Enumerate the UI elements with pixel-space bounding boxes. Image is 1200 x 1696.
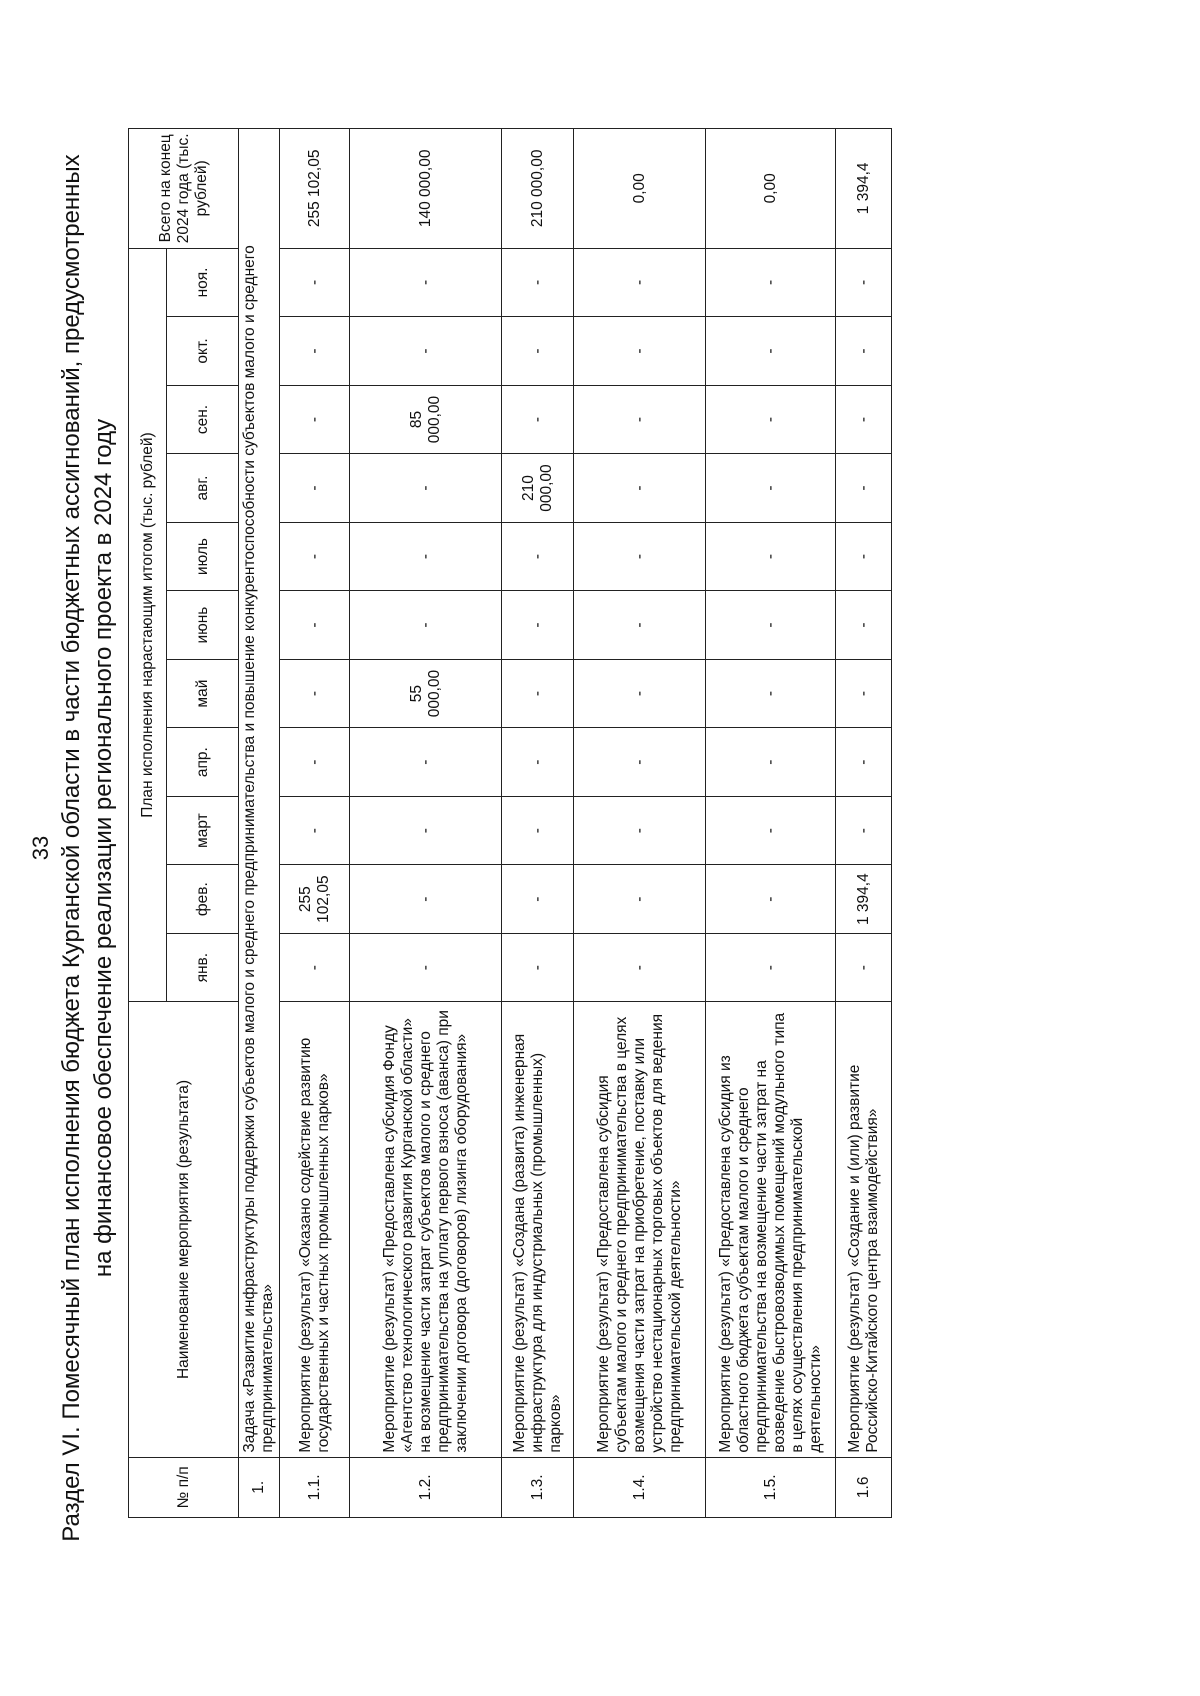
month-value: - [706, 522, 836, 591]
header-month: май [167, 659, 239, 728]
month-value: 255 102,05 [280, 865, 350, 934]
month-value: - [502, 933, 574, 1002]
month-value: - [350, 796, 502, 865]
month-value: - [280, 933, 350, 1002]
month-value: - [350, 933, 502, 1002]
table-row [350, 129, 502, 1518]
month-value: - [280, 317, 350, 386]
task-text: Задача «Развитие инфраструктуры поддержки субъектов малого и среднего предпринимательства и повышение конкурентоспособности субъектов малого и среднего предпринимательства» [239, 129, 280, 1458]
row-num: 1.4. [574, 1457, 706, 1517]
month-value: - [574, 933, 706, 1002]
month-value: - [280, 385, 350, 454]
month-value: - [350, 317, 502, 386]
month-value: - [574, 385, 706, 454]
row-name: Мероприятие (результат) «Создание и (или) развитие Российско-Китайского центра взаимодействия» [836, 1002, 892, 1457]
table-row [836, 129, 892, 1518]
month-value: - [350, 728, 502, 797]
month-value: - [502, 522, 574, 591]
header-month: фев. [167, 865, 239, 934]
month-value: - [350, 522, 502, 591]
header-month: янв. [167, 933, 239, 1002]
month-value: - [836, 522, 892, 591]
month-value: - [836, 454, 892, 523]
month-value: - [706, 385, 836, 454]
row-total: 0,00 [706, 129, 836, 249]
row-name: Мероприятие (результат) «Оказано содействие развитию государственных и частных промышленных парков» [280, 1002, 350, 1457]
month-value: 55 000,00 [350, 659, 502, 728]
month-value: - [502, 248, 574, 317]
month-value: 1 394,4 [836, 865, 892, 934]
month-value: - [706, 248, 836, 317]
month-value: - [836, 591, 892, 660]
row-num: 1.5. [706, 1457, 836, 1517]
task-row [239, 129, 280, 1518]
row-num: 1.3. [502, 1457, 574, 1517]
table-row [706, 129, 836, 1518]
row-total: 0,00 [574, 129, 706, 249]
month-value: - [836, 248, 892, 317]
header-month: сен. [167, 385, 239, 454]
month-value: - [350, 248, 502, 317]
month-value: - [502, 659, 574, 728]
row-name: Мероприятие (результат) «Предоставлена субсидия Фонду «Агентство технологического развития Курганской области» на возмещение части затрат субъектов малого и среднего предпринимательства на уплату первого взноса (аванса) при заключении договора (договоров) лизинга оборудования» [350, 1002, 502, 1457]
month-value: - [502, 796, 574, 865]
title-line-1: Раздел VI. Помесячный план исполнения бюджета Курганской области в части бюджетных ассигнований, предусмотренных [58, 154, 85, 1542]
header-month: окт. [167, 317, 239, 386]
row-name: Мероприятие (результат) «Предоставлена субсидия из областного бюджета субъектам малого и среднего предпринимательства на возмещение части затрат на возведение быстровозводимых помещений модульного типа в целях осуществления предпринимательской деятельности» [706, 1002, 836, 1457]
month-value: - [280, 591, 350, 660]
row-num: 1.6 [836, 1457, 892, 1517]
month-value: 85 000,00 [350, 385, 502, 454]
month-value: - [706, 796, 836, 865]
title-line-2: на финансовое обеспечение реализации регионального проекта в 2024 году [90, 418, 117, 1278]
month-value: - [706, 933, 836, 1002]
row-total: 255 102,05 [280, 129, 350, 249]
table-row [574, 129, 706, 1518]
table-body [239, 129, 892, 1518]
header-month: июнь [167, 591, 239, 660]
row-name: Мероприятие (результат) «Создана (развита) инженерная инфраструктура для индустриальных (промышленных) парков» [502, 1002, 574, 1457]
task-num: 1. [239, 1457, 280, 1517]
table-row [502, 129, 574, 1518]
month-value: - [574, 796, 706, 865]
header-num: № п/п [129, 1457, 239, 1517]
header-month: ноя. [167, 248, 239, 317]
page-title [56, 100, 120, 1596]
month-value: - [574, 454, 706, 523]
month-value: - [574, 865, 706, 934]
month-value: - [350, 591, 502, 660]
month-value: - [706, 317, 836, 386]
month-value: - [836, 796, 892, 865]
header-month: июль [167, 522, 239, 591]
month-value: - [574, 248, 706, 317]
row-total: 210 000,00 [502, 129, 574, 249]
row-num: 1.1. [280, 1457, 350, 1517]
month-value: - [706, 659, 836, 728]
table-row [280, 129, 350, 1518]
month-value: - [706, 728, 836, 797]
month-value: - [502, 385, 574, 454]
header-month: апр. [167, 728, 239, 797]
month-value: - [836, 659, 892, 728]
header-month: авг. [167, 454, 239, 523]
month-value: - [280, 659, 350, 728]
month-value: - [706, 454, 836, 523]
month-value: - [280, 728, 350, 797]
month-value: - [706, 865, 836, 934]
row-total: 1 394,4 [836, 129, 892, 249]
row-name: Мероприятие (результат) «Предоставлена субсидия субъектам малого и среднего предпринимательства в целях возмещения части затрат на приобретение, поставку или устройство нестационарных торговых объектов для ведения предпринимательской деятельности» [574, 1002, 706, 1457]
month-value: - [502, 317, 574, 386]
page-number: 33 [28, 835, 53, 861]
month-value: - [574, 317, 706, 386]
month-value: - [350, 865, 502, 934]
month-value: - [574, 522, 706, 591]
header-month: март [167, 796, 239, 865]
month-value: - [574, 591, 706, 660]
month-value: - [502, 865, 574, 934]
month-value: - [574, 728, 706, 797]
header-name: Наименование мероприятия (результата) [129, 1002, 239, 1457]
month-value: - [574, 659, 706, 728]
month-value: - [836, 317, 892, 386]
month-value: - [502, 591, 574, 660]
month-value: - [706, 591, 836, 660]
month-value: - [502, 728, 574, 797]
month-value: - [280, 796, 350, 865]
month-value: - [280, 248, 350, 317]
month-value: - [280, 522, 350, 591]
month-value: - [836, 933, 892, 1002]
row-total: 140 000,00 [350, 129, 502, 249]
month-value: - [350, 454, 502, 523]
row-num: 1.2. [350, 1457, 502, 1517]
month-value: - [836, 385, 892, 454]
month-value: 210 000,00 [502, 454, 574, 523]
header-plan: План исполнения нарастающим итогом (тыс. рублей) [129, 248, 167, 1002]
month-value: - [836, 728, 892, 797]
header-total: Всего на конец 2024 года (тыс. рублей) [129, 129, 239, 249]
budget-plan-table [128, 128, 892, 1518]
month-value: - [280, 454, 350, 523]
